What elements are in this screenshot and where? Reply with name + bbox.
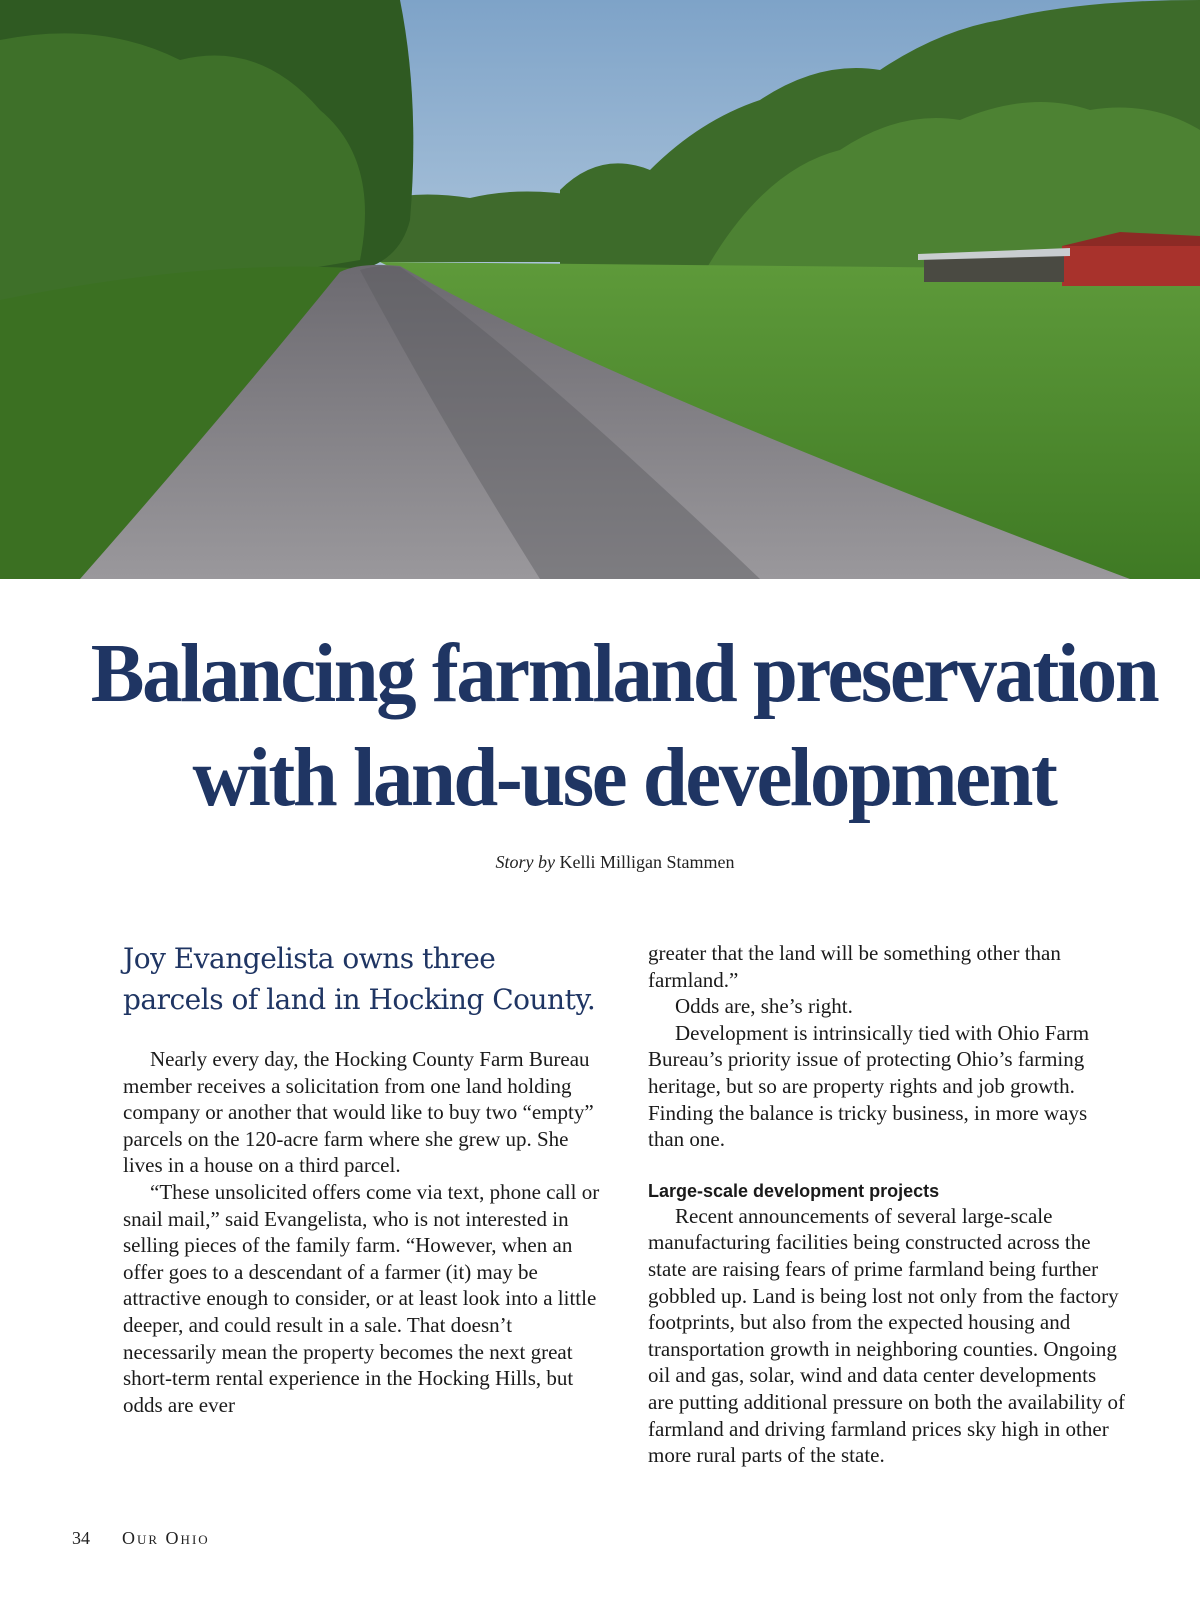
rural-road-photo (0, 0, 1200, 579)
page-number: 34 (72, 1528, 90, 1548)
byline-prefix: Story by (495, 852, 555, 872)
hero-photo (0, 0, 1200, 579)
body-paragraph-continuation: greater that the land will be something other than farmland.” (648, 941, 1061, 992)
body-paragraph: Development is intrinsically tied with Ohio Farm Bureau’s priority issue of protecting Ohio’s farming heritage, but so are property rights and job growth. Finding the balance is tricky business, in more ways than one. (648, 1020, 1090, 1152)
deck: Joy Evangelista owns three parcels of land in Hocking County. (123, 942, 596, 1016)
headline-line-1: Balancing farmland preservation (90, 627, 1158, 720)
right-column (648, 940, 1126, 1469)
magazine-name: Our Ohio (122, 1528, 210, 1548)
body-paragraph: Odds are, she’s right. (675, 994, 853, 1019)
section-subhead: Large-scale development projects (648, 1180, 940, 1201)
left-column (123, 938, 601, 1418)
byline-author: Kelli Milligan Stammen (559, 852, 735, 872)
body-paragraph: “These unsolicited offers come via text, phone call or snail mail,” said Evangelista, who is not interested in selling pieces of the family farm. “However, when an offer goes to a descendant of a farmer (it) may be attractive enough to consider, or at least look into a little deeper, and could result in a sale. That doesn’t necessarily mean the property becomes the next great short-term rental experience in the Hocking Hills, but odds are ever (123, 1179, 600, 1417)
page-footer (72, 1528, 210, 1549)
byline (0, 852, 1200, 873)
article-headline (83, 622, 1166, 830)
headline-line-2: with land-use development (192, 731, 1056, 824)
body-paragraph: Recent announcements of several large-scale manufacturing facilities being constructed across the state are raising fears of prime farmland being further gobbled up. Land is being lost not only from the factory footprints, but also from the expected housing and transportation growth in neighboring counties. Ongoing oil and gas, solar, wind and data center developments are putting additional pressure on both the availability of farmland and driving farmland prices sky high in other more rural parts of the state. (648, 1203, 1126, 1468)
body-paragraph: Nearly every day, the Hocking County Farm Bureau member receives a solicitation from one land holding company or another that would like to buy two “empty” parcels on the 120-acre farm where she grew up. She lives in a house on a third parcel. (123, 1047, 594, 1178)
